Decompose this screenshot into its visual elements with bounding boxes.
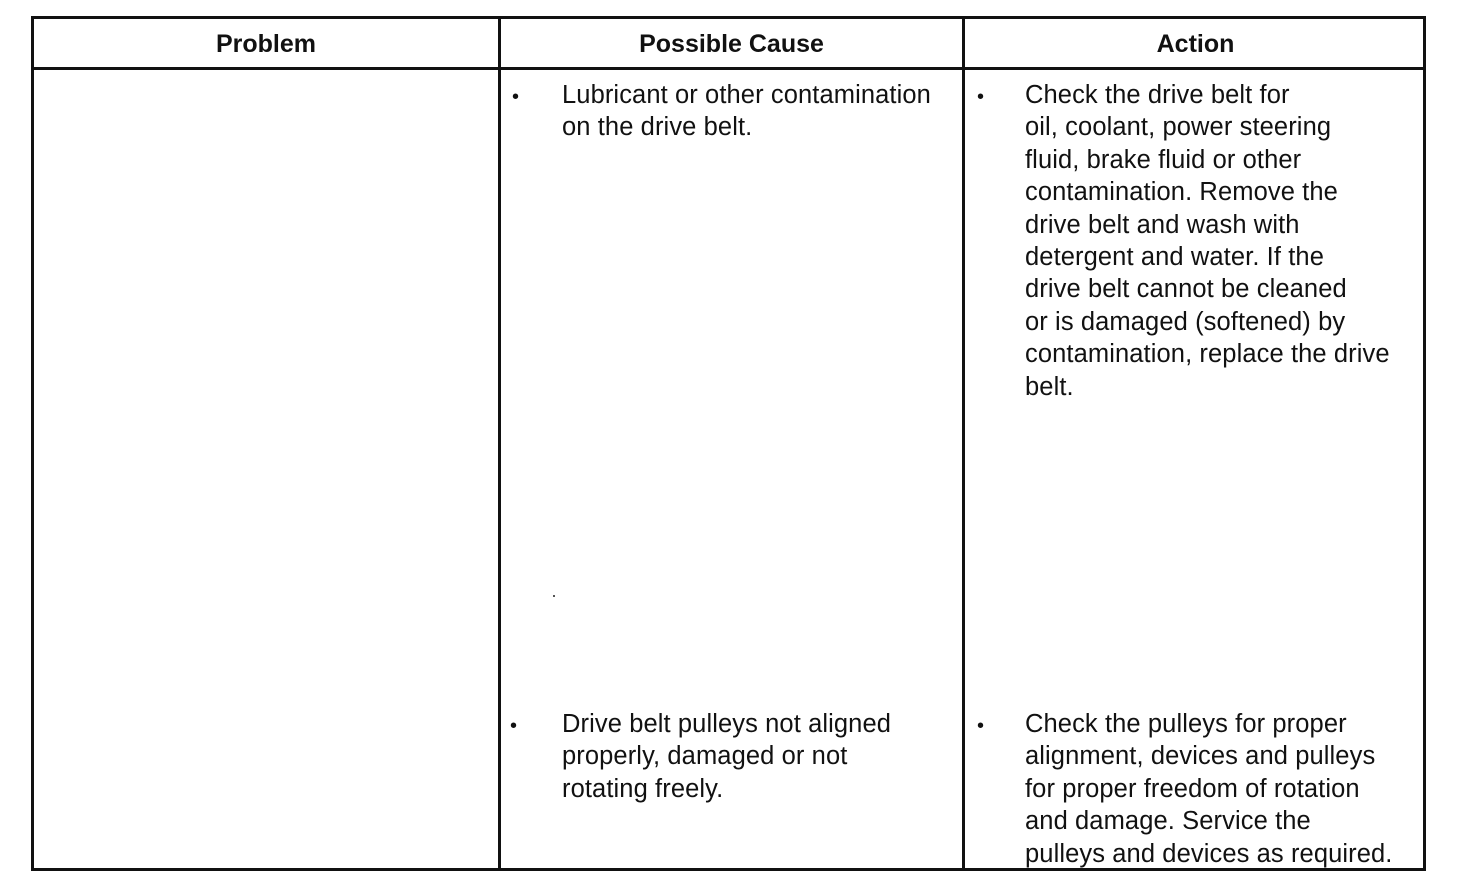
row-2-cause: Drive belt pulleys not aligned properly, damaged or not rotating freely. <box>562 710 892 803</box>
header-problem: Problem <box>215 30 317 58</box>
column-divider <box>962 19 965 868</box>
row-1-cause: Lubricant or other contamination on the drive belt. <box>562 81 931 142</box>
troubleshooting-table <box>31 16 1426 871</box>
bullet-icon: • <box>977 86 985 108</box>
header-possible-cause: Possible Cause <box>639 30 824 58</box>
bullet-icon: • <box>512 86 520 108</box>
header-action: Action <box>1156 30 1235 58</box>
row-2-action: Check the pulleys for proper alignment, devices and pulleys for proper freedom of rotation and damage. Service the pulleys and devices as required. <box>1025 710 1393 868</box>
column-divider <box>498 19 501 868</box>
row-1-action: Check the drive belt for oil, coolant, power steering fluid, brake fluid or other contamination. Remove the drive belt and wash with detergent and water. If the drive belt cannot be cleaned or is damaged (softened) by contamination, replace the drive belt. <box>1025 81 1390 401</box>
bullet-icon: • <box>977 715 985 737</box>
bullet-icon: • <box>510 715 518 737</box>
scan-speck <box>553 595 555 597</box>
header-divider <box>34 67 1423 70</box>
